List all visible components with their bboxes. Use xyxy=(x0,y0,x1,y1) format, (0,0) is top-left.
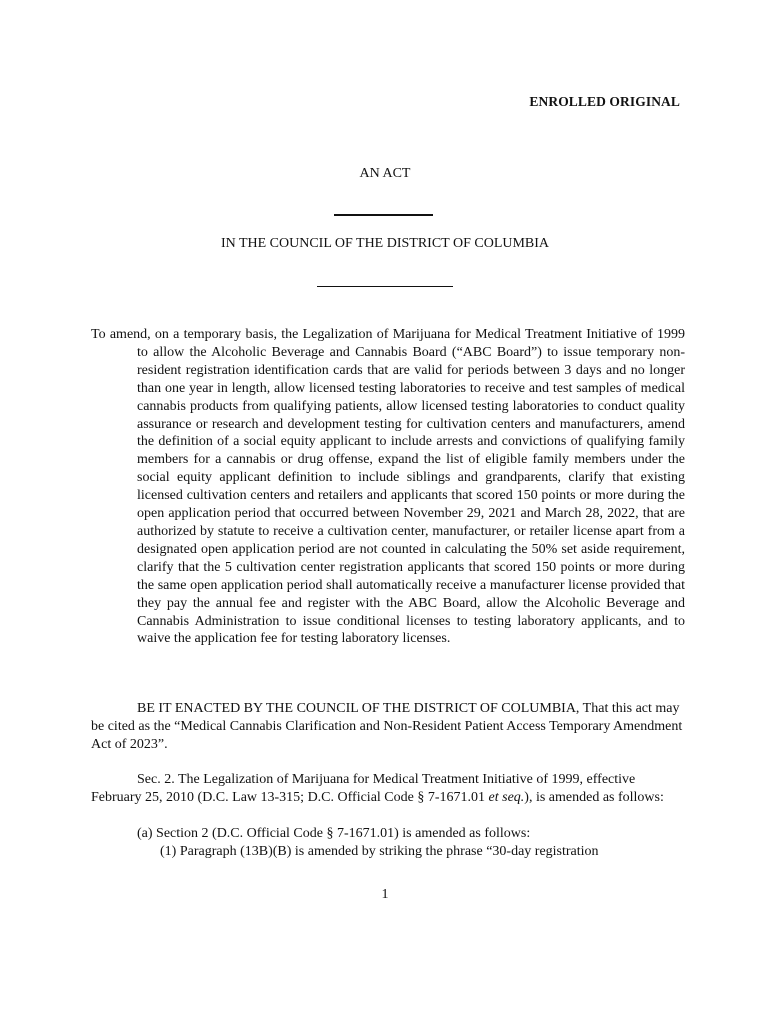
title-rule-bottom xyxy=(317,286,453,287)
subsection-a: (a) Section 2 (D.C. Official Code § 7-1671.01) is amended as follows: xyxy=(137,826,531,841)
purpose-paragraph: To amend, on a temporary basis, the Legalization of Marijuana for Medical Treatment Initiative of 1999 to allow the Alcoholic Beverage and Cannabis Board (“ABC Board”) to issue temporary non-resident registration identification cards that are valid for periods between 3 days and no longer than one year in length, allow licensed testing laboratories to receive and test samples of medical cannabis products from qualifying patients, allow licensed testing laboratories to conduct quality assurance or research and development testing for cultivation centers and manufacturers, amend the definition of a social equity applicant to include arrests and convictions of qualifying family members for a cannabis or drug offense, expand the list of eligible family members under the social equity applicant definition to include siblings and grandparents, clarify that existing licensed cultivation centers and retailers and applicants that scored 150 points or more during the open application period that occurred between November 29, 2021 and March 28, 2022, that are authorized by statute to receive a cultivation center, manufacturer, or retailer license apart from a designated open application period are not counted in calculating the 50% set aside requirement, clarify that the 5 cultivation center registration applicants that scored 150 points or more during the same open application period shall automatically receive a manufacturer license provided that they pay the annual fee and register with the ABC Board, allow the Alcoholic Beverage and Cannabis Administration to issue conditional licenses to testing laboratory applicants, and to waive the application fee for testing laboratory licenses. xyxy=(91,327,685,647)
section-2-text-before: Sec. 2. The Legalization of Marijuana for Medical Treatment Initiative of 1999, effective February 25, 2010 (D.C. Law 13-315; D.C. Official Code § 7-1671.01 xyxy=(91,772,636,805)
act-title: AN ACT xyxy=(359,166,411,181)
paragraph-1: (1) Paragraph (13B)(B) is amended by striking the phrase “30-day registration xyxy=(160,844,599,859)
enactment-clause: BE IT ENACTED BY THE COUNCIL OF THE DISTRICT OF COLUMBIA, That this act may be cited as the “Medical Cannabis Clarification and Non-Resident Patient Access Temporary Amendment Act of 2023”. xyxy=(91,701,683,752)
section-2-paragraph xyxy=(91,771,685,807)
section-2-et-seq: et seq. xyxy=(488,789,525,805)
section-2-text-after: ), is amended as follows: xyxy=(524,789,664,805)
title-rule-top xyxy=(334,214,433,216)
enrolled-original-label: ENROLLED ORIGINAL xyxy=(529,94,680,109)
council-heading: IN THE COUNCIL OF THE DISTRICT OF COLUMBIA xyxy=(220,236,550,251)
page-number: 1 xyxy=(381,887,389,902)
